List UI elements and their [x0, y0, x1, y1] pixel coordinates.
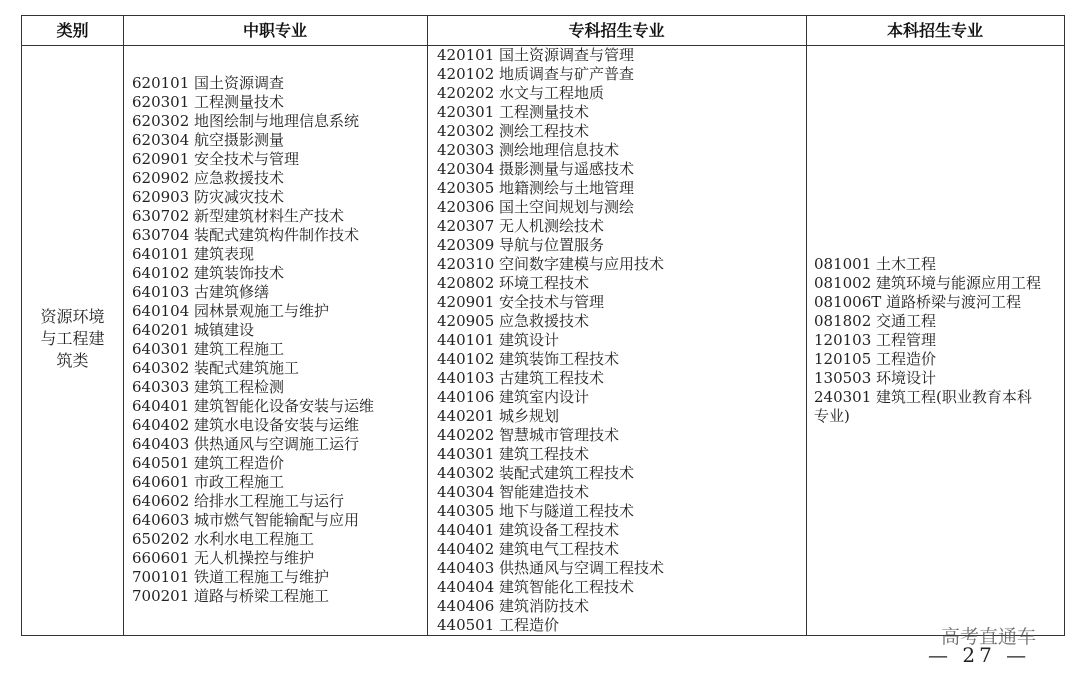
column-divider: [427, 16, 428, 635]
major-item: 440101 建筑设计: [437, 331, 560, 349]
major-item: 440305 地下与隧道工程技术: [437, 502, 635, 520]
major-item: 440401 建筑设备工程技术: [437, 521, 620, 539]
major-item: 420304 摄影测量与遥感技术: [437, 160, 635, 178]
major-item: 640401 建筑智能化设备安装与运维: [132, 397, 375, 415]
major-item: 640102 建筑装饰技术: [132, 264, 285, 282]
header-category: 类别: [56, 21, 89, 40]
major-item: 440201 城乡规划: [437, 407, 560, 425]
major-item: 440103 古建筑工程技术: [437, 369, 605, 387]
watermark-text: 高考直通车: [941, 626, 1037, 648]
major-item: 420306 国土空间规划与测绘: [437, 198, 635, 216]
major-item: 420309 导航与位置服务: [437, 236, 605, 254]
major-item: 081802 交通工程: [814, 312, 937, 330]
major-item: 640103 古建筑修缮: [132, 283, 270, 301]
major-item: 640104 园林景观施工与维护: [132, 302, 330, 320]
column-divider: [123, 16, 124, 635]
major-item: 420310 空间数字建模与应用技术: [437, 255, 665, 273]
major-item: 640101 建筑表现: [132, 245, 255, 263]
major-item: 440402 建筑电气工程技术: [437, 540, 620, 558]
major-item: 420901 安全技术与管理: [437, 293, 605, 311]
category-line: 与工程建: [40, 329, 105, 348]
major-item: 640303 建筑工程检测: [132, 378, 285, 396]
major-item: 630702 新型建筑材料生产技术: [132, 207, 345, 225]
major-item: 700101 铁道工程施工与维护: [132, 568, 330, 586]
major-item: 420102 地质调查与矿产普查: [437, 65, 635, 83]
major-item: 420802 环境工程技术: [437, 274, 590, 292]
majors-table: [21, 15, 1065, 636]
major-item: 650202 水利水电工程施工: [132, 530, 315, 548]
major-item: 120103 工程管理: [814, 331, 937, 349]
major-item: 440202 智慧城市管理技术: [437, 426, 620, 444]
page-number: — 27 —: [928, 643, 1031, 667]
major-item: 440106 建筑室内设计: [437, 388, 590, 406]
category-line: 筑类: [56, 351, 89, 370]
table-header-row: [22, 16, 1064, 46]
major-item: 240301 建筑工程(职业教育本科: [814, 388, 1032, 406]
major-item: 620304 航空摄影测量: [132, 131, 285, 149]
column-divider: [806, 16, 807, 635]
major-item: 420307 无人机测绘技术: [437, 217, 605, 235]
major-item: 130503 环境设计: [814, 369, 937, 387]
major-item: 660601 无人机操控与维护: [132, 549, 315, 567]
major-item: 081002 建筑环境与能源应用工程: [814, 274, 1042, 292]
major-item: 640403 供热通风与空调施工运行: [132, 435, 360, 453]
category-cell: [22, 306, 123, 372]
major-item: 640603 城市燃气智能输配与应用: [132, 511, 360, 529]
category-line: 资源环境: [40, 307, 105, 326]
major-item: 640602 给排水工程施工与运行: [132, 492, 345, 510]
major-item: 700201 道路与桥梁工程施工: [132, 587, 330, 605]
major-item: 640302 装配式建筑施工: [132, 359, 300, 377]
major-item: 420202 水文与工程地质: [437, 84, 605, 102]
major-item: 620901 安全技术与管理: [132, 150, 300, 168]
major-item: 640201 城镇建设: [132, 321, 255, 339]
major-item: 630704 装配式建筑构件制作技术: [132, 226, 360, 244]
header-secondary-majors: 中职专业: [242, 21, 307, 40]
major-item: 440406 建筑消防技术: [437, 597, 590, 615]
major-item: 640601 市政工程施工: [132, 473, 285, 491]
major-item: 640402 建筑水电设备安装与运维: [132, 416, 360, 434]
secondary-majors-list: [132, 74, 374, 606]
major-item: 440304 智能建造技术: [437, 483, 590, 501]
major-item: 081001 土木工程: [814, 255, 937, 273]
major-item: 620902 应急救援技术: [132, 169, 285, 187]
undergrad-majors-list: [814, 255, 1041, 426]
major-item: 420101 国土资源调查与管理: [437, 46, 635, 64]
major-item: 081006T 道路桥梁与渡河工程: [814, 293, 1022, 311]
major-item: 620301 工程测量技术: [132, 93, 285, 111]
major-item: 620903 防灾减灾技术: [132, 188, 285, 206]
major-item: 420301 工程测量技术: [437, 103, 590, 121]
header-college-majors: 专科招生专业: [568, 21, 665, 40]
major-item: 420302 测绘工程技术: [437, 122, 590, 140]
major-item: 440301 建筑工程技术: [437, 445, 590, 463]
major-item: 640301 建筑工程施工: [132, 340, 285, 358]
header-undergrad-majors: 本科招生专业: [886, 21, 983, 40]
college-majors-list: [437, 46, 664, 635]
major-item: 440404 建筑智能化工程技术: [437, 578, 635, 596]
major-item: 420303 测绘地理信息技术: [437, 141, 620, 159]
major-item: 120105 工程造价: [814, 350, 937, 368]
major-item: 640501 建筑工程造价: [132, 454, 285, 472]
major-item: 440302 装配式建筑工程技术: [437, 464, 635, 482]
major-item: 420305 地籍测绘与土地管理: [437, 179, 635, 197]
major-item: 420905 应急救援技术: [437, 312, 590, 330]
major-item: 440501 工程造价: [437, 616, 560, 634]
major-item: 620302 地图绘制与地理信息系统: [132, 112, 360, 130]
major-item: 440403 供热通风与空调工程技术: [437, 559, 665, 577]
major-item: 专业): [814, 407, 850, 425]
major-item: 620101 国土资源调查: [132, 74, 285, 92]
major-item: 440102 建筑装饰工程技术: [437, 350, 620, 368]
